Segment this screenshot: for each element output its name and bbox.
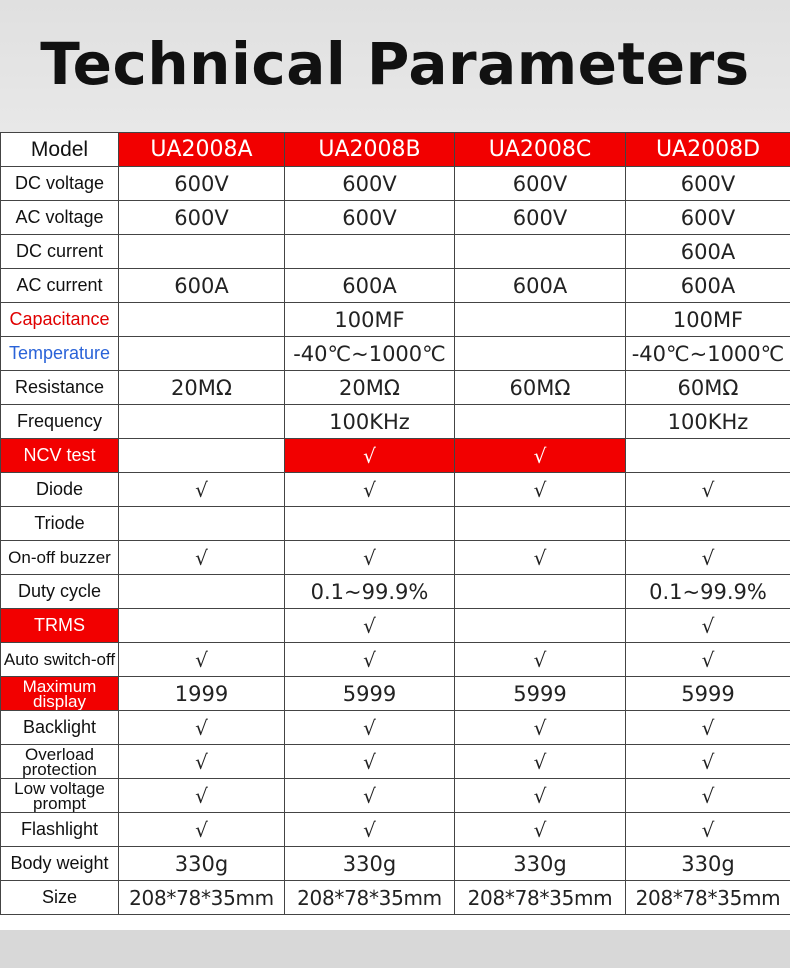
model-header-label: Model	[1, 133, 119, 167]
table-cell: √	[119, 473, 285, 507]
table-cell: 600V	[455, 167, 626, 201]
row-label: Frequency	[1, 405, 119, 439]
table-row	[1, 677, 790, 711]
table-cell: 60MΩ	[455, 371, 626, 405]
table-row	[1, 575, 790, 609]
table-cell	[285, 507, 455, 541]
page-title: Technical Parameters	[40, 30, 750, 98]
table-cell: √	[626, 711, 790, 745]
table-cell: 100MF	[626, 303, 790, 337]
table-row	[1, 745, 790, 779]
row-label: Capacitance	[1, 303, 119, 337]
table-cell: 1999	[119, 677, 285, 711]
table-cell	[455, 303, 626, 337]
row-label: Temperature	[1, 337, 119, 371]
table-cell: 600V	[285, 167, 455, 201]
table-row	[1, 473, 790, 507]
table-cell: 100KHz	[626, 405, 790, 439]
row-label: Low voltage prompt	[1, 779, 119, 813]
table-cell: √	[285, 745, 455, 779]
table-cell: √	[285, 609, 455, 643]
model-header-b: UA2008B	[285, 133, 455, 167]
table-cell	[119, 303, 285, 337]
table-cell	[285, 235, 455, 269]
table-cell: 208*78*35mm	[285, 881, 455, 915]
table-cell: 208*78*35mm	[455, 881, 626, 915]
row-label: On-off buzzer	[1, 541, 119, 575]
table-cell: 600A	[119, 269, 285, 303]
table-cell: -40℃~1000℃	[626, 337, 790, 371]
table-cell	[455, 337, 626, 371]
table-cell: √	[626, 813, 790, 847]
table-row	[1, 881, 790, 915]
table-cell	[626, 507, 790, 541]
table-row	[1, 711, 790, 745]
table-row	[1, 507, 790, 541]
row-label: Auto switch-off	[1, 643, 119, 677]
table-cell: √	[119, 745, 285, 779]
table-cell: 600A	[285, 269, 455, 303]
table-cell: √	[626, 745, 790, 779]
bottom-background	[0, 930, 790, 968]
table-cell: 330g	[285, 847, 455, 881]
table-cell: √	[285, 779, 455, 813]
table-cell: 600V	[285, 201, 455, 235]
row-label: Duty cycle	[1, 575, 119, 609]
table-cell	[119, 235, 285, 269]
table-cell: 100KHz	[285, 405, 455, 439]
table-cell	[626, 439, 790, 473]
table-cell: √	[455, 745, 626, 779]
table-cell: √	[285, 711, 455, 745]
table-row	[1, 303, 790, 337]
spec-table-container	[0, 132, 790, 930]
row-label: Diode	[1, 473, 119, 507]
row-label: Size	[1, 881, 119, 915]
row-label: AC current	[1, 269, 119, 303]
table-cell: √	[119, 779, 285, 813]
table-cell: √	[285, 643, 455, 677]
table-cell: √	[626, 779, 790, 813]
table-cell: √	[455, 643, 626, 677]
table-cell	[119, 575, 285, 609]
table-cell	[455, 507, 626, 541]
table-cell: 600V	[626, 167, 790, 201]
row-label: Flashlight	[1, 813, 119, 847]
row-label: Maximum display	[1, 677, 119, 711]
table-cell: 600V	[455, 201, 626, 235]
table-cell: 20MΩ	[285, 371, 455, 405]
row-label: Backlight	[1, 711, 119, 745]
table-header-row	[1, 133, 790, 167]
table-cell	[455, 609, 626, 643]
table-cell: 208*78*35mm	[626, 881, 790, 915]
table-cell: √	[119, 643, 285, 677]
table-cell	[455, 405, 626, 439]
table-cell: 60MΩ	[626, 371, 790, 405]
table-cell: 5999	[285, 677, 455, 711]
table-cell: 600V	[626, 201, 790, 235]
row-label: Resistance	[1, 371, 119, 405]
spec-table	[0, 132, 790, 915]
table-cell: -40℃~1000℃	[285, 337, 455, 371]
table-cell: √	[626, 643, 790, 677]
row-label: Overload protection	[1, 745, 119, 779]
table-cell: √	[285, 473, 455, 507]
table-cell	[119, 337, 285, 371]
table-cell	[119, 439, 285, 473]
table-cell: 100MF	[285, 303, 455, 337]
table-row	[1, 643, 790, 677]
table-cell: √	[285, 439, 455, 473]
table-cell: 5999	[626, 677, 790, 711]
table-row	[1, 269, 790, 303]
model-header-d: UA2008D	[626, 133, 790, 167]
table-cell: √	[455, 439, 626, 473]
table-cell: 600V	[119, 201, 285, 235]
table-row	[1, 337, 790, 371]
table-cell: 330g	[455, 847, 626, 881]
row-label: NCV test	[1, 439, 119, 473]
table-row	[1, 609, 790, 643]
table-row	[1, 235, 790, 269]
table-cell	[119, 507, 285, 541]
table-cell: 600A	[626, 269, 790, 303]
row-label: TRMS	[1, 609, 119, 643]
table-cell	[455, 575, 626, 609]
row-label: Body weight	[1, 847, 119, 881]
table-cell: 5999	[455, 677, 626, 711]
table-row	[1, 405, 790, 439]
model-header-a: UA2008A	[119, 133, 285, 167]
table-cell: √	[119, 711, 285, 745]
row-label: DC voltage	[1, 167, 119, 201]
table-cell: √	[455, 711, 626, 745]
title-area	[0, 0, 790, 132]
table-cell: 208*78*35mm	[119, 881, 285, 915]
table-cell: 600A	[626, 235, 790, 269]
table-cell: 20MΩ	[119, 371, 285, 405]
table-cell: √	[626, 609, 790, 643]
table-cell	[455, 235, 626, 269]
table-row	[1, 541, 790, 575]
table-cell: √	[455, 541, 626, 575]
table-cell: √	[626, 473, 790, 507]
table-cell: 330g	[626, 847, 790, 881]
table-cell: √	[119, 541, 285, 575]
table-row	[1, 779, 790, 813]
table-row	[1, 813, 790, 847]
table-cell: 0.1~99.9%	[285, 575, 455, 609]
table-cell: 600A	[455, 269, 626, 303]
table-cell	[119, 609, 285, 643]
row-label: Triode	[1, 507, 119, 541]
table-cell: √	[455, 473, 626, 507]
row-label: AC voltage	[1, 201, 119, 235]
row-label: DC current	[1, 235, 119, 269]
table-cell	[119, 405, 285, 439]
table-cell: 330g	[119, 847, 285, 881]
table-cell: √	[285, 541, 455, 575]
table-cell: √	[455, 813, 626, 847]
table-row	[1, 371, 790, 405]
table-cell: 0.1~99.9%	[626, 575, 790, 609]
table-cell: √	[285, 813, 455, 847]
table-cell: √	[626, 541, 790, 575]
table-cell: √	[119, 813, 285, 847]
table-cell: 600V	[119, 167, 285, 201]
table-row	[1, 439, 790, 473]
table-row	[1, 201, 790, 235]
table-row	[1, 847, 790, 881]
table-cell: √	[455, 779, 626, 813]
model-header-c: UA2008C	[455, 133, 626, 167]
table-row	[1, 167, 790, 201]
